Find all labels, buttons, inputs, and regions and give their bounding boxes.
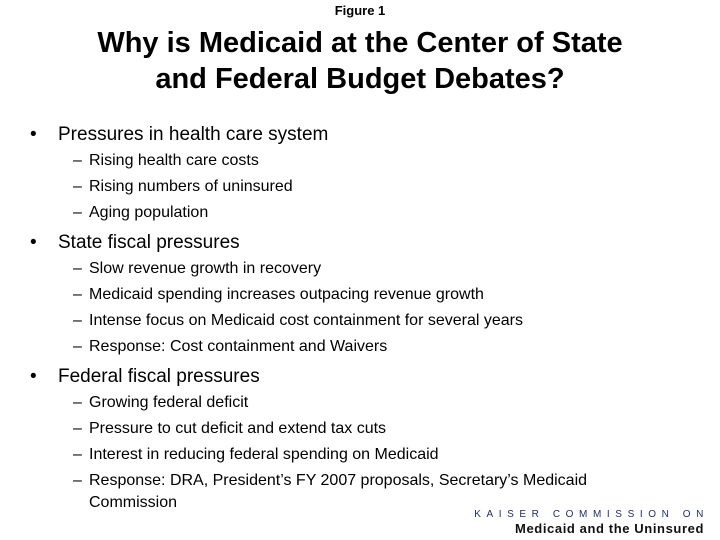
sub-item-text: Commission — [89, 494, 178, 511]
sub-item-text: Rising health care costs — [89, 152, 259, 169]
sub-item — [30, 308, 700, 334]
bullet-item — [30, 230, 700, 256]
sub-item — [30, 442, 700, 468]
dash-marker: – — [73, 152, 82, 169]
figure-label: Figure 1 — [334, 3, 386, 18]
bullet-label: Pressures in health care system — [58, 124, 329, 145]
title-line-2: and Federal Budget Debates? — [155, 63, 565, 95]
slide-title — [0, 25, 720, 97]
bullet-label: Federal fiscal pressures — [58, 366, 260, 387]
dash-marker: – — [73, 446, 82, 463]
dash-marker: – — [73, 312, 82, 329]
sub-item — [30, 200, 700, 226]
dash-marker: – — [73, 286, 82, 303]
bullet-list — [30, 118, 700, 516]
sub-item-text: Response: Cost containment and Waivers — [89, 338, 388, 355]
sub-item — [30, 390, 700, 416]
footer-line-1: KAISER COMMISSION ON — [474, 509, 709, 520]
dash-marker: – — [73, 420, 82, 437]
dash-marker: – — [73, 338, 82, 355]
dash-marker: – — [73, 178, 82, 195]
footer-logo — [474, 509, 709, 537]
sub-item-text: Pressure to cut deficit and extend tax cuts — [89, 420, 387, 437]
bullet-label: State fiscal pressures — [58, 232, 240, 253]
bullet-marker: • — [30, 366, 37, 387]
sub-item-text: Medicaid spending increases outpacing revenue growth — [89, 286, 484, 303]
sub-item — [30, 256, 700, 282]
dash-marker: – — [73, 394, 82, 411]
sub-item-text: Slow revenue growth in recovery — [89, 260, 322, 277]
sub-item-text: Response: DRA, President’s FY 2007 proposals, Secretary’s Medicaid — [89, 472, 588, 489]
bullet-marker: • — [30, 232, 37, 253]
sub-item — [30, 334, 700, 360]
sub-item — [30, 148, 700, 174]
bullet-item — [30, 364, 700, 390]
footer-line-2: Medicaid and the Uninsured — [515, 521, 704, 536]
sub-item — [30, 416, 700, 442]
sub-item-text: Rising numbers of uninsured — [89, 178, 293, 195]
bullet-item — [30, 122, 700, 148]
dash-marker: – — [73, 260, 82, 277]
sub-item — [30, 282, 700, 308]
sub-item-text: Aging population — [89, 204, 209, 221]
sub-item-text: Interest in reducing federal spending on Medicaid — [89, 446, 439, 463]
bullet-marker: • — [30, 124, 37, 145]
sub-item-text: Growing federal deficit — [89, 394, 249, 411]
dash-marker: – — [73, 204, 82, 221]
title-line-1: Why is Medicaid at the Center of State — [97, 27, 623, 59]
sub-item-text: Intense focus on Medicaid cost containment for several years — [89, 312, 523, 329]
dash-marker: – — [73, 472, 82, 489]
sub-item — [30, 174, 700, 200]
